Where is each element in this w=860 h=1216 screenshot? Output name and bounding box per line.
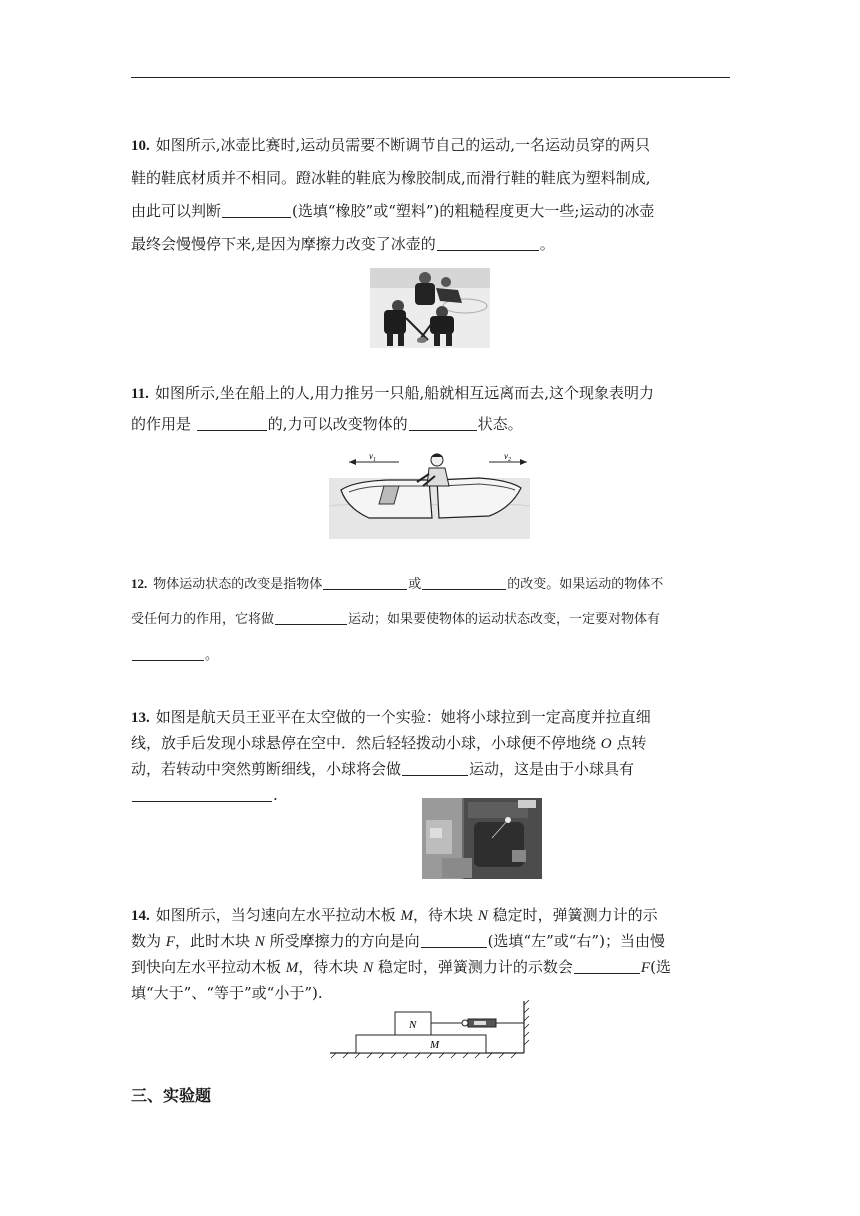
q10-text: 最终会慢慢停下来,是因为摩擦力改变了冰壶的	[131, 235, 436, 253]
q12-text: 物体运动状态的改变是指物体	[153, 577, 323, 592]
header-rule	[131, 77, 730, 78]
question-11	[131, 380, 731, 437]
answer-blank[interactable]	[402, 758, 468, 776]
var-n: N	[363, 960, 374, 976]
friction-apparatus-figure	[328, 997, 534, 1059]
q14-text: 到快向左水平拉动木板	[131, 958, 282, 976]
q12-text: 受任何力的作用，它将做	[131, 612, 275, 627]
q14-text: 数为	[131, 932, 162, 950]
q14-text: 如图所示，当匀速向左水平拉动木板	[155, 906, 396, 924]
q12-text: 运动；如果要使物体的运动状态改变，一定要对物体有	[348, 612, 661, 627]
q13-text: 如图是航天员王亚平在太空做的一个实验：她将小球拉到一定高度并拉直细	[155, 708, 651, 726]
q14-text: 填“大于”、“等于”或“小于”).	[131, 984, 323, 1002]
var-f: F	[640, 960, 651, 976]
q14-line-1	[131, 902, 731, 928]
answer-blank[interactable]	[132, 784, 272, 802]
q14-text: ，待木块	[413, 906, 474, 924]
question-number: 10.	[131, 138, 150, 154]
q12-text: 的改变。如果运动的物体不	[507, 577, 664, 592]
q11-text: 的,力可以改变物体的	[267, 415, 408, 433]
q11-text: 的作用是	[131, 415, 192, 433]
answer-blank[interactable]	[197, 413, 267, 431]
point-o-label: O	[600, 736, 612, 752]
q10-line-2	[131, 165, 731, 191]
answer-blank[interactable]	[409, 413, 477, 431]
q10-text: (选填“橡胶”或“塑料”)的粗糙程度更大一些;运动的冰壶	[292, 202, 655, 220]
section-heading-experiments: 三、实验题	[131, 1086, 212, 1105]
answer-blank[interactable]	[421, 930, 487, 948]
answer-blank[interactable]	[132, 646, 204, 661]
boats-figure	[329, 448, 530, 539]
q14-text: 稳定时，弹簧测力计的示	[492, 906, 658, 924]
q13-line-3	[131, 756, 731, 782]
q11-line-1	[131, 380, 731, 406]
question-number: 13.	[131, 710, 150, 726]
q12-text: 。	[205, 648, 219, 663]
answer-blank[interactable]	[323, 575, 407, 590]
var-m: M	[400, 908, 414, 924]
q14-text: 所受摩擦力的方向是向	[269, 932, 420, 950]
q12-line-2	[131, 602, 731, 638]
q13-text: 运动，这是由于小球具有	[469, 760, 635, 778]
q14-text: ，待木块	[298, 958, 359, 976]
question-10	[131, 132, 731, 257]
q14-text: (选	[650, 958, 671, 976]
q13-text: 动，若转动中突然剪断细线，小球将会做	[131, 760, 402, 778]
space-experiment-photo	[422, 798, 542, 879]
board-m-label: M	[430, 1039, 440, 1051]
var-n: N	[254, 934, 265, 950]
question-number: 12.	[131, 576, 148, 591]
answer-blank[interactable]	[437, 233, 539, 251]
answer-blank[interactable]	[275, 610, 347, 625]
q13-text: .	[273, 786, 278, 804]
curling-photo	[370, 268, 490, 348]
q14-line-2	[131, 928, 731, 954]
v1-label: $v_1$	[369, 451, 376, 463]
q10-line-1	[131, 132, 731, 158]
block-n-label: N	[409, 1019, 417, 1031]
question-number: 11.	[131, 386, 149, 402]
q10-text: 如图所示,冰壶比赛时,运动员需要不断调节自己的运动,一名运动员穿的两只	[155, 136, 651, 154]
q13-text: 点转	[616, 734, 647, 752]
q10-text: 。	[539, 235, 555, 253]
q11-line-2	[131, 411, 731, 437]
q13-text: 线，放手后发现小球悬停在空中．然后轻轻拨动小球，小球便不停地绕	[131, 734, 597, 752]
q11-text: 如图所示,坐在船上的人,用力推另一只船,船就相互远离而去,这个现象表明力	[154, 384, 655, 402]
q14-line-3	[131, 954, 731, 980]
q10-text: 由此可以判断	[131, 202, 222, 220]
q14-text: ，此时木块	[174, 932, 250, 950]
question-14	[131, 902, 731, 1006]
q10-line-3	[131, 198, 731, 224]
q10-line-4	[131, 231, 731, 257]
q11-text: 状态。	[477, 415, 523, 433]
answer-blank[interactable]	[574, 956, 640, 974]
question-12	[131, 566, 731, 674]
var-n: N	[477, 908, 488, 924]
q12-text: 或	[408, 577, 422, 592]
var-f: F	[165, 934, 175, 950]
q12-line-3	[131, 638, 731, 674]
v2-label: $v_2$	[504, 451, 511, 463]
q13-line-2	[131, 730, 731, 756]
question-number: 14.	[131, 908, 150, 924]
q12-line-1	[131, 566, 731, 602]
q10-text: 鞋的鞋底材质并不相同。蹬冰鞋的鞋底为橡胶制成,而滑行鞋的鞋底为塑料制成,	[131, 169, 651, 187]
q14-text: 稳定时，弹簧测力计的示数会	[377, 958, 573, 976]
question-13	[131, 704, 731, 808]
var-m: M	[285, 960, 299, 976]
answer-blank[interactable]	[222, 200, 291, 218]
answer-blank[interactable]	[422, 575, 506, 590]
boats-figure-svg	[329, 448, 530, 539]
q14-text: (选填“左”或“右”)；当由慢	[487, 932, 665, 950]
q13-line-1	[131, 704, 731, 730]
